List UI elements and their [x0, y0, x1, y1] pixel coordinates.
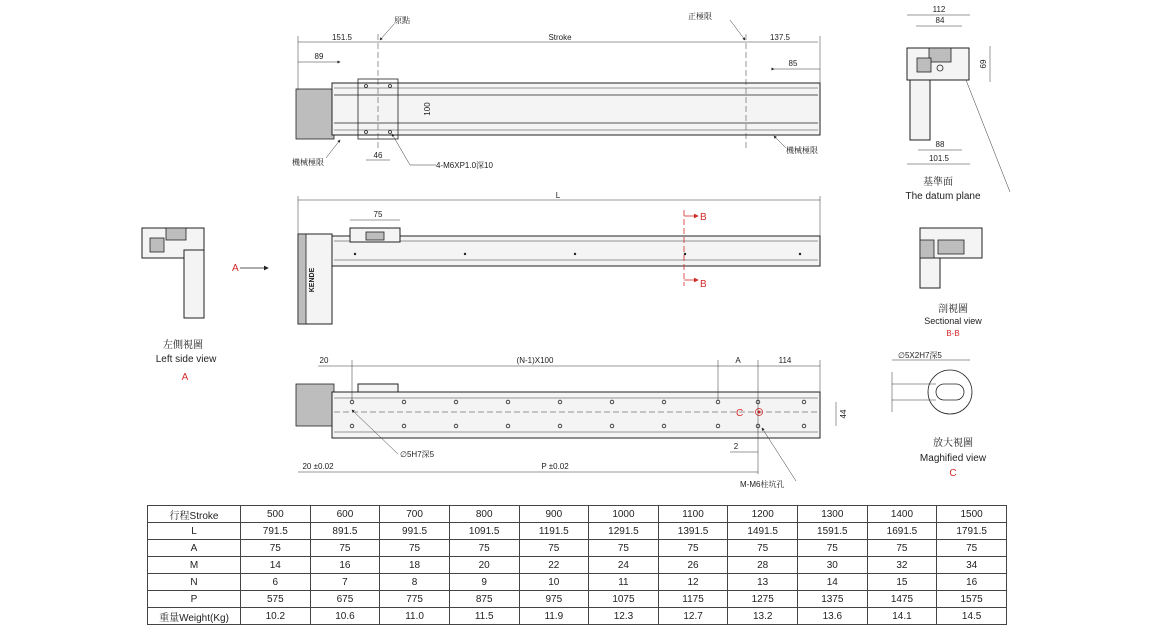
sectional-view: [920, 228, 982, 338]
table-cell: 75: [519, 540, 589, 557]
left-view-label-cn: 左側視圖: [163, 340, 203, 351]
table-cell: 1500: [937, 506, 1007, 523]
row-header: M: [148, 557, 241, 574]
table-cell: 28: [728, 557, 798, 574]
table-cell: 575: [241, 591, 311, 608]
table-cell: 75: [658, 540, 728, 557]
datum-label-en: The datum plane: [905, 191, 981, 202]
table-cell: 11.0: [380, 608, 450, 625]
table-cell: 1691.5: [867, 523, 937, 540]
section-view-label-cn: 剖視圖: [938, 304, 968, 315]
view-arrow-a: A: [232, 263, 239, 274]
table-cell: 900: [519, 506, 589, 523]
magnified-view: [892, 351, 987, 479]
section-view-mark: B-B: [946, 329, 960, 338]
table-cell: 1275: [728, 591, 798, 608]
top-view: [292, 11, 820, 170]
table-cell: 600: [310, 506, 380, 523]
table-cell: 14.5: [937, 608, 1007, 625]
table-cell: 8: [380, 574, 450, 591]
dim-84: 84: [935, 16, 945, 25]
section-view-label-en: Sectional view: [924, 316, 982, 326]
mech-limit-left: 機械極限: [292, 158, 324, 167]
section-mark-bottom: B: [700, 279, 707, 290]
table-cell: 1291.5: [589, 523, 659, 540]
table-cell: 1091.5: [449, 523, 519, 540]
table-cell: 30: [798, 557, 868, 574]
table-cell: 1391.5: [658, 523, 728, 540]
table-cell: 6: [241, 574, 311, 591]
spec-table: [147, 505, 1007, 625]
table-cell: 75: [589, 540, 659, 557]
table-row: [148, 506, 1007, 523]
datum-label-cn: 基準面: [923, 177, 953, 188]
row-header: 重量Weight(Kg): [148, 608, 241, 625]
table-row: [148, 608, 1007, 625]
table-cell: 75: [798, 540, 868, 557]
table-cell: 10.6: [310, 608, 380, 625]
dim-44: 44: [839, 409, 848, 419]
table-cell: 34: [937, 557, 1007, 574]
table-cell: 24: [589, 557, 659, 574]
dim-20-tol: 20 ±0.02: [302, 462, 334, 471]
row-header: 行程Stroke: [148, 506, 241, 523]
table-cell: 9: [449, 574, 519, 591]
table-cell: 1591.5: [798, 523, 868, 540]
table-cell: 75: [380, 540, 450, 557]
dim-2: 2: [733, 442, 739, 451]
table-cell: 1191.5: [519, 523, 589, 540]
table-cell: 7: [310, 574, 380, 591]
dim-n-minus-1: (N-1)X100: [516, 356, 554, 365]
row-header: A: [148, 540, 241, 557]
left-view-label-en: Left side view: [155, 354, 217, 365]
table-cell: 1791.5: [937, 523, 1007, 540]
pin-note: ∅5H7深5: [400, 450, 435, 459]
motor-logo: KENDE: [309, 267, 316, 293]
motor-housing-top: [296, 89, 334, 139]
table-cell: 891.5: [310, 523, 380, 540]
table-cell: 75: [241, 540, 311, 557]
dim-L: L: [555, 191, 561, 200]
magnified-label-en: Maghified view: [919, 453, 987, 464]
bottom-view: [296, 356, 848, 489]
dim-100: 100: [423, 102, 432, 116]
plus-limit-label: 正極限: [688, 12, 712, 21]
origin-label: 原點: [394, 16, 410, 25]
top-hole-note: 4-M6XP1.0深10: [436, 161, 493, 170]
table-cell: 1375: [798, 591, 868, 608]
table-cell: 11: [589, 574, 659, 591]
table-cell: 1200: [728, 506, 798, 523]
dim-151-5: 151.5: [331, 33, 353, 42]
dim-137-5: 137.5: [769, 33, 791, 42]
magnified-mark: C: [949, 468, 957, 479]
table-cell: 1300: [798, 506, 868, 523]
table-cell: 1000: [589, 506, 659, 523]
table-cell: 14: [241, 557, 311, 574]
end-view: [905, 5, 1010, 202]
table-cell: 75: [310, 540, 380, 557]
table-cell: 16: [310, 557, 380, 574]
dim-20: 20: [319, 356, 329, 365]
table-cell: 875: [449, 591, 519, 608]
table-cell: 1175: [658, 591, 728, 608]
table-cell: 1475: [867, 591, 937, 608]
table-cell: 14: [798, 574, 868, 591]
table-row: [148, 523, 1007, 540]
table-cell: 1400: [867, 506, 937, 523]
table-cell: 75: [449, 540, 519, 557]
mech-limit-right: 機械極限: [786, 146, 818, 155]
dim-101-5: 101.5: [928, 154, 950, 163]
section-mark-top: B: [700, 212, 707, 223]
magnified-note: ∅5X2H7深5: [898, 351, 942, 360]
table-cell: 1575: [937, 591, 1007, 608]
table-cell: 13.2: [728, 608, 798, 625]
table-cell: 11.5: [449, 608, 519, 625]
table-row: [148, 540, 1007, 557]
table-row: [148, 574, 1007, 591]
magnified-label-cn: 放大視圖: [933, 438, 973, 449]
table-cell: 26: [658, 557, 728, 574]
table-cell: 13.6: [798, 608, 868, 625]
detail-mark-c: C: [736, 408, 744, 419]
table-row: [148, 591, 1007, 608]
dim-stroke: Stroke: [548, 33, 572, 42]
table-cell: 975: [519, 591, 589, 608]
row-header: P: [148, 591, 241, 608]
table-cell: 500: [241, 506, 311, 523]
side-view: [232, 191, 820, 324]
table-cell: 75: [867, 540, 937, 557]
table-cell: 16: [937, 574, 1007, 591]
table-cell: 1100: [658, 506, 728, 523]
row-header: N: [148, 574, 241, 591]
table-cell: 1491.5: [728, 523, 798, 540]
table-row: [148, 557, 1007, 574]
table-cell: 775: [380, 591, 450, 608]
table-cell: 700: [380, 506, 450, 523]
table-cell: 10: [519, 574, 589, 591]
left-view-mark: A: [181, 372, 189, 383]
table-cell: 12: [658, 574, 728, 591]
actuator-body-top: [332, 83, 820, 135]
dim-69: 69: [979, 59, 988, 69]
dim-88: 88: [935, 140, 945, 149]
table-cell: 12.7: [658, 608, 728, 625]
table-cell: 791.5: [241, 523, 311, 540]
dim-75: 75: [373, 210, 383, 219]
table-cell: 13: [728, 574, 798, 591]
table-cell: 75: [728, 540, 798, 557]
bottom-hole-note: M-M6柱坑孔: [740, 480, 785, 489]
table-cell: 32: [867, 557, 937, 574]
dim-114: 114: [778, 356, 792, 365]
dim-P-tol: P ±0.02: [541, 462, 569, 471]
table-cell: 12.3: [589, 608, 659, 625]
dim-85: 85: [788, 59, 798, 68]
table-cell: 14.1: [867, 608, 937, 625]
table-cell: 991.5: [380, 523, 450, 540]
row-header: L: [148, 523, 241, 540]
table-cell: 18: [380, 557, 450, 574]
left-side-view: [142, 228, 217, 383]
dim-A: A: [735, 356, 741, 365]
table-cell: 20: [449, 557, 519, 574]
table-cell: 800: [449, 506, 519, 523]
dim-89: 89: [314, 52, 324, 61]
table-cell: 22: [519, 557, 589, 574]
dim-112: 112: [932, 5, 946, 14]
table-cell: 75: [937, 540, 1007, 557]
dim-46: 46: [373, 151, 383, 160]
table-cell: 1075: [589, 591, 659, 608]
table-cell: 15: [867, 574, 937, 591]
table-cell: 10.2: [241, 608, 311, 625]
table-cell: 11.9: [519, 608, 589, 625]
table-cell: 675: [310, 591, 380, 608]
